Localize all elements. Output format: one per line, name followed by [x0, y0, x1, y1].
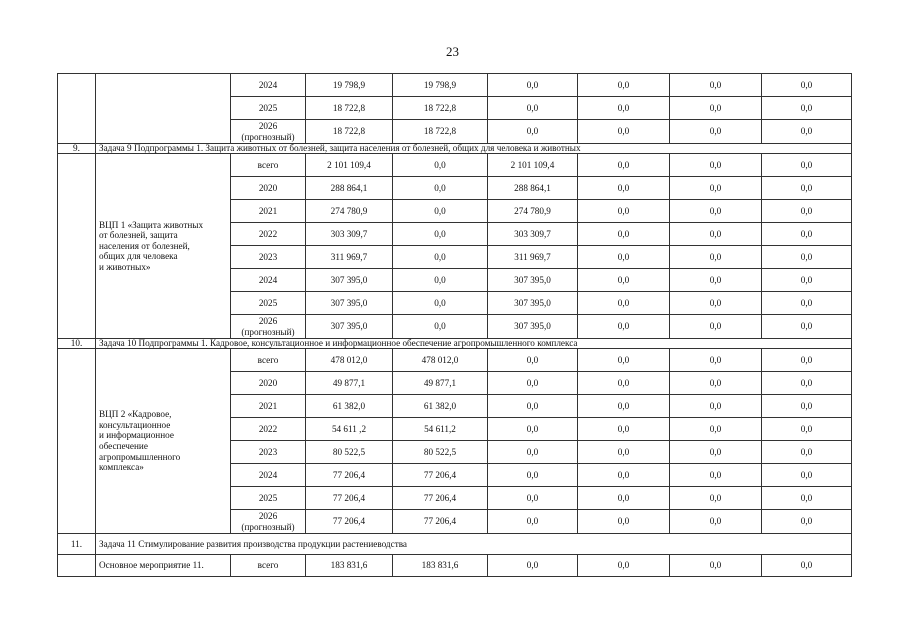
amount-cell: 0,0	[578, 223, 670, 246]
program-name: ВЦП 1 «Защита животных от болезней, защита населения от болезней, общих для человека и животных»	[96, 154, 231, 339]
amount-cell: 0,0	[578, 74, 670, 97]
year-cell: 2026 (прогнозный)	[231, 510, 306, 534]
amount-cell: 0,0	[393, 177, 488, 200]
year-cell: всего	[231, 555, 306, 577]
program-name: Основное мероприятие 11.	[96, 555, 231, 577]
amount-cell: 0,0	[488, 349, 578, 372]
amount-cell: 0,0	[670, 418, 762, 441]
amount-cell: 0,0	[670, 487, 762, 510]
amount-cell: 54 611 ,2	[306, 418, 393, 441]
year-cell: 2024	[231, 269, 306, 292]
amount-cell: 303 309,7	[306, 223, 393, 246]
year-cell: 2024	[231, 74, 306, 97]
amount-cell: 288 864,1	[488, 177, 578, 200]
amount-cell: 0,0	[393, 200, 488, 223]
amount-cell: 61 382,0	[306, 395, 393, 418]
amount-cell: 0,0	[670, 441, 762, 464]
year-cell: 2025	[231, 487, 306, 510]
amount-cell: 0,0	[578, 154, 670, 177]
table-row	[58, 555, 852, 577]
task-number: 9.	[58, 144, 96, 154]
amount-cell: 77 206,4	[393, 464, 488, 487]
amount-cell: 77 206,4	[393, 510, 488, 534]
amount-cell: 0,0	[762, 510, 852, 534]
task-row	[58, 534, 852, 555]
amount-cell: 0,0	[762, 315, 852, 339]
amount-cell: 0,0	[762, 292, 852, 315]
amount-cell: 0,0	[488, 372, 578, 395]
amount-cell: 0,0	[670, 246, 762, 269]
row-number	[58, 154, 96, 339]
amount-cell: 0,0	[488, 510, 578, 534]
year-cell: 2026 (прогнозный)	[231, 315, 306, 339]
amount-cell: 0,0	[670, 269, 762, 292]
amount-cell: 0,0	[488, 74, 578, 97]
budget-table	[57, 73, 852, 577]
amount-cell: 0,0	[670, 74, 762, 97]
amount-cell: 0,0	[578, 120, 670, 144]
amount-cell: 49 877,1	[306, 372, 393, 395]
amount-cell: 0,0	[670, 97, 762, 120]
amount-cell: 0,0	[762, 223, 852, 246]
amount-cell: 18 722,8	[306, 120, 393, 144]
amount-cell: 0,0	[393, 223, 488, 246]
table-row	[58, 74, 852, 97]
amount-cell: 307 395,0	[488, 292, 578, 315]
year-cell: 2020	[231, 177, 306, 200]
amount-cell: 0,0	[762, 487, 852, 510]
amount-cell: 307 395,0	[306, 315, 393, 339]
amount-cell: 54 611,2	[393, 418, 488, 441]
amount-cell: 478 012,0	[306, 349, 393, 372]
amount-cell: 0,0	[488, 441, 578, 464]
amount-cell: 0,0	[578, 441, 670, 464]
amount-cell: 80 522,5	[393, 441, 488, 464]
year-cell: 2022	[231, 223, 306, 246]
amount-cell: 0,0	[762, 97, 852, 120]
amount-cell: 0,0	[488, 555, 578, 577]
program-name	[96, 74, 231, 144]
amount-cell: 307 395,0	[306, 269, 393, 292]
amount-cell: 0,0	[578, 510, 670, 534]
amount-cell: 0,0	[670, 223, 762, 246]
amount-cell: 274 780,9	[306, 200, 393, 223]
page-number: 23	[446, 44, 459, 59]
amount-cell: 18 722,8	[393, 97, 488, 120]
year-cell: 2023	[231, 246, 306, 269]
amount-cell: 0,0	[762, 464, 852, 487]
amount-cell: 0,0	[488, 120, 578, 144]
amount-cell: 0,0	[762, 441, 852, 464]
amount-cell: 0,0	[762, 395, 852, 418]
task-title: Задача 10 Подпрограммы 1. Кадровое, консультационное и информационное обеспечение агропромышленного комплекса	[96, 339, 852, 349]
table-row	[58, 349, 852, 372]
amount-cell: 61 382,0	[393, 395, 488, 418]
amount-cell: 0,0	[488, 418, 578, 441]
amount-cell: 19 798,9	[393, 74, 488, 97]
amount-cell: 0,0	[578, 200, 670, 223]
row-number	[58, 349, 96, 534]
amount-cell: 0,0	[393, 292, 488, 315]
row-number	[58, 74, 96, 144]
amount-cell: 0,0	[393, 315, 488, 339]
row-number	[58, 555, 96, 577]
year-cell: 2020	[231, 372, 306, 395]
amount-cell: 0,0	[578, 555, 670, 577]
amount-cell: 0,0	[578, 246, 670, 269]
amount-cell: 183 831,6	[306, 555, 393, 577]
amount-cell: 80 522,5	[306, 441, 393, 464]
task-row	[58, 339, 852, 349]
amount-cell: 0,0	[578, 292, 670, 315]
amount-cell: 311 969,7	[488, 246, 578, 269]
amount-cell: 307 395,0	[488, 269, 578, 292]
task-number: 10.	[58, 339, 96, 349]
table-body	[58, 74, 852, 577]
amount-cell: 77 206,4	[306, 487, 393, 510]
year-cell: 2025	[231, 97, 306, 120]
task-row	[58, 144, 852, 154]
amount-cell: 0,0	[578, 97, 670, 120]
amount-cell: 274 780,9	[488, 200, 578, 223]
amount-cell: 0,0	[670, 555, 762, 577]
program-name: ВЦП 2 «Кадровое, консультационное и информационное обеспечение агропромышленного комплекса»	[96, 349, 231, 534]
amount-cell: 18 722,8	[306, 97, 393, 120]
amount-cell: 0,0	[762, 349, 852, 372]
amount-cell: 307 395,0	[488, 315, 578, 339]
amount-cell: 77 206,4	[393, 487, 488, 510]
year-cell: 2024	[231, 464, 306, 487]
task-title: Задача 11 Стимулирование развития производства продукции растениеводства	[96, 534, 852, 555]
amount-cell: 0,0	[670, 464, 762, 487]
amount-cell: 19 798,9	[306, 74, 393, 97]
amount-cell: 0,0	[578, 315, 670, 339]
amount-cell: 2 101 109,4	[306, 154, 393, 177]
amount-cell: 0,0	[670, 200, 762, 223]
year-cell: 2023	[231, 441, 306, 464]
amount-cell: 0,0	[393, 154, 488, 177]
amount-cell: 0,0	[762, 555, 852, 577]
amount-cell: 478 012,0	[393, 349, 488, 372]
amount-cell: 0,0	[670, 154, 762, 177]
amount-cell: 0,0	[670, 177, 762, 200]
amount-cell: 0,0	[488, 395, 578, 418]
amount-cell: 0,0	[762, 120, 852, 144]
amount-cell: 0,0	[578, 464, 670, 487]
amount-cell: 0,0	[670, 372, 762, 395]
amount-cell: 0,0	[488, 97, 578, 120]
year-cell: 2021	[231, 395, 306, 418]
amount-cell: 49 877,1	[393, 372, 488, 395]
amount-cell: 18 722,8	[393, 120, 488, 144]
amount-cell: 0,0	[670, 120, 762, 144]
amount-cell: 0,0	[762, 177, 852, 200]
amount-cell: 0,0	[762, 246, 852, 269]
amount-cell: 0,0	[578, 177, 670, 200]
amount-cell: 0,0	[578, 349, 670, 372]
amount-cell: 0,0	[670, 349, 762, 372]
amount-cell: 307 395,0	[306, 292, 393, 315]
year-cell: 2021	[231, 200, 306, 223]
amount-cell: 2 101 109,4	[488, 154, 578, 177]
amount-cell: 0,0	[762, 372, 852, 395]
amount-cell: 0,0	[762, 418, 852, 441]
year-cell: 2022	[231, 418, 306, 441]
amount-cell: 0,0	[762, 74, 852, 97]
task-number: 11.	[58, 534, 96, 555]
task-title: Задача 9 Подпрограммы 1. Защита животных от болезней, защита населения от болезней, общих для человека и животных	[96, 144, 852, 154]
amount-cell: 0,0	[578, 487, 670, 510]
amount-cell: 288 864,1	[306, 177, 393, 200]
amount-cell: 0,0	[488, 464, 578, 487]
amount-cell: 0,0	[670, 292, 762, 315]
amount-cell: 0,0	[670, 510, 762, 534]
table-row	[58, 154, 852, 177]
amount-cell: 0,0	[762, 269, 852, 292]
amount-cell: 0,0	[670, 395, 762, 418]
amount-cell: 0,0	[578, 269, 670, 292]
amount-cell: 0,0	[762, 200, 852, 223]
year-cell: 2026 (прогнозный)	[231, 120, 306, 144]
amount-cell: 0,0	[488, 487, 578, 510]
amount-cell: 303 309,7	[488, 223, 578, 246]
year-cell: всего	[231, 154, 306, 177]
amount-cell: 0,0	[393, 246, 488, 269]
year-cell: 2025	[231, 292, 306, 315]
amount-cell: 183 831,6	[393, 555, 488, 577]
amount-cell: 77 206,4	[306, 510, 393, 534]
amount-cell: 77 206,4	[306, 464, 393, 487]
amount-cell: 311 969,7	[306, 246, 393, 269]
amount-cell: 0,0	[762, 154, 852, 177]
year-cell: всего	[231, 349, 306, 372]
amount-cell: 0,0	[578, 395, 670, 418]
amount-cell: 0,0	[578, 418, 670, 441]
amount-cell: 0,0	[393, 269, 488, 292]
amount-cell: 0,0	[670, 315, 762, 339]
amount-cell: 0,0	[578, 372, 670, 395]
